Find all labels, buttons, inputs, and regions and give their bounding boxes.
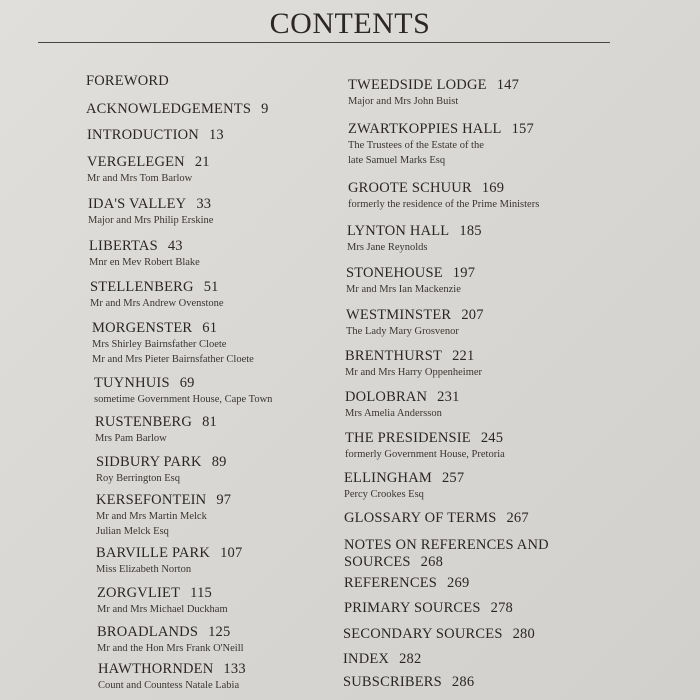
toc-heading-text: BARVILLE PARK bbox=[96, 545, 211, 561]
toc-heading bbox=[348, 77, 519, 94]
toc-heading-text: HAWTHORNDEN bbox=[98, 661, 214, 677]
toc-page-number: 147 bbox=[496, 77, 520, 93]
toc-subtitle: formerly Government House, Pretoria bbox=[345, 449, 505, 460]
toc-entry-stonehouse bbox=[346, 265, 475, 297]
toc-entry-tuynhuis bbox=[94, 375, 272, 407]
toc-entry-ida-s-valley bbox=[88, 196, 213, 228]
toc-page-number: 133 bbox=[223, 661, 246, 677]
toc-entry-acknowledgements bbox=[86, 101, 269, 118]
toc-subtitle: Count and Countess Natale Labia bbox=[98, 680, 240, 691]
toc-page-number: 185 bbox=[459, 223, 482, 239]
toc-page-number: 221 bbox=[452, 348, 475, 364]
toc-page-number: 157 bbox=[511, 121, 534, 137]
toc-entry-glossary-of-terms bbox=[344, 510, 529, 527]
toc-page-number: 231 bbox=[437, 389, 460, 405]
toc-subtitle: Mr and Mrs Martin Melck bbox=[96, 511, 207, 522]
toc-heading-text: TWEEDSIDE LODGE bbox=[348, 77, 487, 93]
toc-subtitle: Miss Elizabeth Norton bbox=[96, 564, 192, 575]
toc-heading-text: NOTES ON REFERENCES AND bbox=[344, 537, 549, 553]
toc-page-number: 257 bbox=[441, 470, 465, 486]
toc-heading-text: INDEX bbox=[343, 651, 390, 667]
toc-entry-stellenberg bbox=[90, 279, 224, 311]
toc-subtitle: Mrs Jane Reynolds bbox=[347, 242, 428, 253]
toc-page-number: 268 bbox=[420, 554, 444, 570]
toc-entry-sidbury-park bbox=[96, 454, 227, 486]
toc-heading-text: GROOTE SCHUUR bbox=[348, 180, 472, 196]
toc-heading bbox=[344, 537, 549, 554]
toc-entry-references bbox=[344, 575, 469, 592]
toc-heading bbox=[345, 348, 482, 365]
toc-subtitle: Mr and Mrs Tom Barlow bbox=[87, 173, 193, 184]
toc-page-number: 197 bbox=[452, 265, 476, 281]
toc-page-number: 69 bbox=[179, 375, 195, 391]
toc-entry-kersefontein bbox=[96, 492, 231, 539]
toc-subtitle: Mnr en Mev Robert Blake bbox=[89, 257, 200, 268]
toc-subtitle: Mr and Mrs Andrew Ovenstone bbox=[90, 298, 224, 309]
toc-heading bbox=[96, 492, 231, 509]
toc-heading bbox=[94, 375, 272, 392]
toc-subtitle: late Samuel Marks Esq bbox=[348, 155, 446, 166]
toc-heading bbox=[348, 180, 539, 197]
toc-subtitle: formerly the residence of the Prime Ministers bbox=[348, 199, 540, 210]
toc-heading bbox=[87, 154, 210, 171]
toc-heading-text: BROADLANDS bbox=[97, 624, 199, 640]
toc-entry-foreword bbox=[86, 73, 169, 90]
toc-heading bbox=[346, 265, 475, 282]
toc-heading-text: LIBERTAS bbox=[89, 238, 158, 254]
toc-heading-text: DOLOBRAN bbox=[345, 389, 428, 405]
toc-heading-text: INTRODUCTION bbox=[87, 127, 199, 143]
toc-subtitle: Mr and Mrs Harry Oppenheimer bbox=[345, 367, 483, 378]
toc-heading bbox=[345, 389, 460, 406]
toc-subtitle: Mr and Mrs Michael Duckham bbox=[97, 604, 228, 615]
toc-entry-zwartkoppies-hall bbox=[348, 121, 534, 168]
toc-subtitle: Percy Crookes Esq bbox=[344, 489, 424, 500]
toc-heading bbox=[343, 674, 474, 691]
toc-page-number: 13 bbox=[208, 127, 224, 143]
toc-entry-zorgvliet bbox=[97, 585, 228, 617]
toc-heading-text: ACKNOWLEDGEMENTS bbox=[86, 101, 252, 117]
toc-heading-continued bbox=[344, 554, 549, 571]
toc-heading bbox=[90, 279, 224, 296]
toc-heading-text: KERSEFONTEIN bbox=[96, 492, 207, 508]
toc-page-number: 280 bbox=[512, 626, 535, 642]
toc-heading bbox=[344, 470, 464, 487]
toc-entry-primary-sources bbox=[344, 600, 513, 617]
toc-heading-text: VERGELEGEN bbox=[87, 154, 185, 170]
toc-subtitle: The Trustees of the Estate of the bbox=[348, 140, 484, 151]
toc-heading-text: SUBSCRIBERS bbox=[343, 674, 442, 690]
toc-page-number: 9 bbox=[261, 101, 269, 117]
toc-page-number: 207 bbox=[461, 307, 484, 323]
toc-heading bbox=[344, 600, 513, 617]
toc-entry-index bbox=[343, 651, 421, 668]
toc-heading bbox=[343, 651, 421, 668]
toc-page-number: 51 bbox=[203, 279, 219, 295]
toc-heading bbox=[346, 307, 484, 324]
toc-subtitle: Mrs Amelia Andersson bbox=[345, 408, 442, 419]
toc-page-number: 81 bbox=[202, 414, 217, 430]
toc-entry-broadlands bbox=[97, 624, 244, 656]
toc-page-number: 115 bbox=[190, 585, 212, 601]
toc-heading-text: RUSTENBERG bbox=[95, 414, 193, 430]
toc-heading bbox=[89, 238, 200, 255]
toc-heading-text: ZWARTKOPPIES HALL bbox=[348, 121, 502, 137]
toc-entry-tweedside-lodge bbox=[348, 77, 519, 109]
toc-subtitle: Mrs Pam Barlow bbox=[95, 433, 167, 444]
toc-page-number: 33 bbox=[196, 196, 212, 212]
toc-heading bbox=[97, 624, 244, 641]
toc-heading-text: SOURCES bbox=[344, 554, 411, 570]
toc-heading bbox=[86, 101, 269, 118]
toc-heading-text: STONEHOUSE bbox=[346, 265, 443, 281]
toc-heading bbox=[344, 510, 529, 527]
toc-page-number: 107 bbox=[220, 545, 243, 561]
toc-subtitle: Major and Mrs Philip Erskine bbox=[88, 215, 214, 226]
toc-page-number: 89 bbox=[211, 454, 227, 470]
toc-subtitle: Julian Melck Esq bbox=[96, 526, 169, 537]
page-title: CONTENTS bbox=[269, 7, 431, 40]
toc-page-number: 169 bbox=[481, 180, 505, 196]
toc-heading bbox=[86, 73, 169, 90]
toc-heading-text: REFERENCES bbox=[344, 575, 438, 591]
toc-page-number: 267 bbox=[506, 510, 529, 526]
toc-heading-text: ELLINGHAM bbox=[344, 470, 432, 486]
toc-heading bbox=[92, 320, 254, 337]
toc-heading bbox=[97, 585, 228, 602]
toc-entry-lynton-hall bbox=[347, 223, 482, 255]
toc-entry-libertas bbox=[89, 238, 200, 270]
toc-entry-dolobran bbox=[345, 389, 460, 421]
toc-heading bbox=[347, 223, 482, 240]
toc-heading-text: GLOSSARY OF TERMS bbox=[344, 510, 497, 526]
toc-heading bbox=[344, 575, 469, 592]
toc-heading bbox=[343, 626, 535, 643]
toc-page-number: 245 bbox=[480, 430, 504, 446]
toc-heading-text: TUYNHUIS bbox=[94, 375, 170, 391]
toc-entry-notes-on-references-and bbox=[344, 537, 549, 571]
toc-page-number: 278 bbox=[490, 600, 513, 616]
toc-subtitle: Mrs Shirley Bairnsfather Cloete bbox=[92, 339, 227, 350]
toc-heading-text: WESTMINSTER bbox=[346, 307, 452, 323]
toc-entry-westminster bbox=[346, 307, 484, 339]
toc-heading-text: LYNTON HALL bbox=[347, 223, 450, 239]
toc-heading-text: MORGENSTER bbox=[92, 320, 193, 336]
toc-entry-introduction bbox=[87, 127, 224, 144]
toc-entry-ellingham bbox=[344, 470, 464, 502]
toc-entry-the-presidensie bbox=[345, 430, 505, 462]
toc-heading bbox=[345, 430, 505, 447]
toc-subtitle: Major and Mrs John Buist bbox=[348, 96, 459, 107]
toc-entry-brenthurst bbox=[345, 348, 482, 380]
toc-heading bbox=[87, 127, 224, 144]
toc-heading bbox=[95, 414, 217, 431]
toc-heading-text: THE PRESIDENSIE bbox=[345, 430, 471, 446]
toc-subtitle: Mr and Mrs Pieter Bairnsfather Cloete bbox=[92, 354, 254, 365]
toc-entry-secondary-sources bbox=[343, 626, 535, 643]
toc-entry-groote-schuur bbox=[348, 180, 539, 212]
toc-heading-text: IDA'S VALLEY bbox=[88, 196, 187, 212]
toc-heading bbox=[98, 661, 246, 678]
toc-page-number: 43 bbox=[167, 238, 183, 254]
toc-entry-rustenberg bbox=[95, 414, 217, 446]
toc-heading bbox=[348, 121, 534, 138]
toc-heading-text: FOREWORD bbox=[86, 73, 169, 89]
toc-subtitle: Mr and the Hon Mrs Frank O'Neill bbox=[97, 643, 244, 654]
toc-heading-text: STELLENBERG bbox=[90, 279, 194, 295]
toc-page-number: 21 bbox=[194, 154, 210, 170]
toc-page-number: 269 bbox=[447, 575, 470, 591]
toc-page-number: 61 bbox=[202, 320, 218, 336]
toc-heading bbox=[96, 545, 242, 562]
toc-entry-subscribers bbox=[343, 674, 474, 691]
toc-heading-text: BRENTHURST bbox=[345, 348, 443, 364]
toc-page-number: 286 bbox=[451, 674, 475, 690]
toc-subtitle: Mr and Mrs Ian Mackenzie bbox=[346, 284, 461, 295]
toc-entry-hawthornden bbox=[98, 661, 246, 693]
toc-page-number: 97 bbox=[216, 492, 232, 508]
toc-page-number: 125 bbox=[208, 624, 231, 640]
toc-subtitle: Roy Berrington Esq bbox=[96, 473, 180, 484]
toc-heading-text: SECONDARY SOURCES bbox=[343, 626, 503, 642]
toc-heading bbox=[88, 196, 213, 213]
toc-heading-text: ZORGVLIET bbox=[97, 585, 181, 601]
toc-page-number: 282 bbox=[399, 651, 422, 667]
toc-subtitle: sometime Government House, Cape Town bbox=[94, 394, 273, 405]
toc-heading bbox=[96, 454, 227, 471]
toc-heading-text: SIDBURY PARK bbox=[96, 454, 202, 470]
toc-entry-morgenster bbox=[92, 320, 254, 367]
toc-heading-text: PRIMARY SOURCES bbox=[344, 600, 481, 616]
toc-subtitle: The Lady Mary Grosvenor bbox=[346, 326, 459, 337]
title-rule bbox=[38, 42, 610, 43]
toc-entry-vergelegen bbox=[87, 154, 210, 186]
toc-entry-barville-park bbox=[96, 545, 242, 577]
